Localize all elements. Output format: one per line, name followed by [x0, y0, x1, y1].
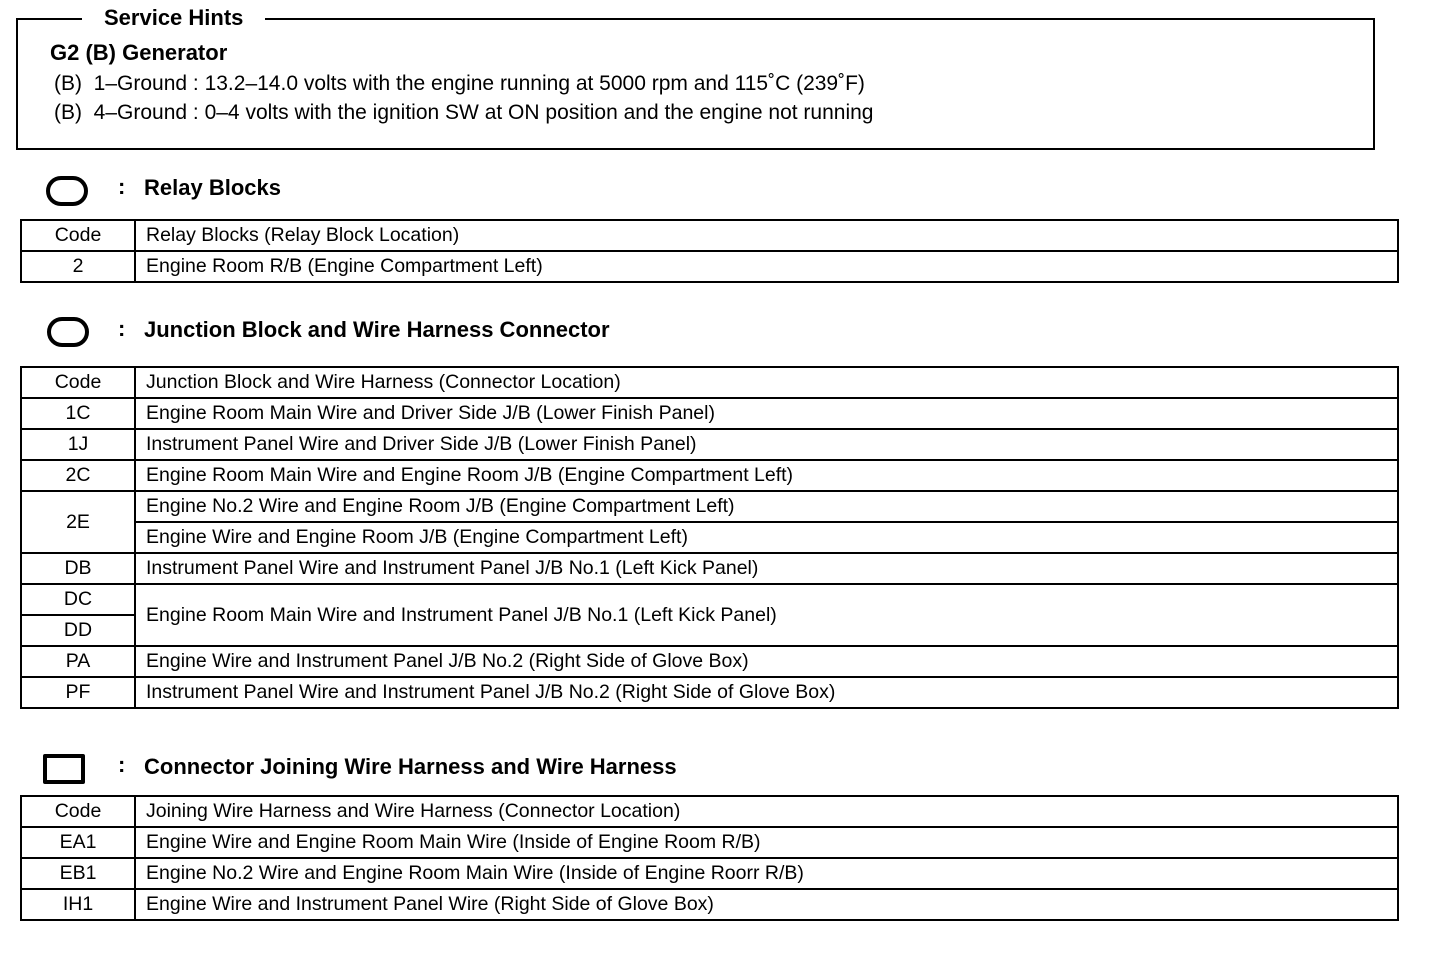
connector-colon: : [118, 752, 126, 777]
table-row [21, 553, 1398, 584]
code-cell: 1C [21, 398, 135, 429]
location-cell: Instrument Panel Wire and Instrument Panel J/B No.2 (Right Side of Glove Box) [135, 677, 1398, 708]
code-cell: EB1 [21, 858, 135, 889]
code-cell: 2 [21, 251, 135, 282]
code-cell: EA1 [21, 827, 135, 858]
table-row [21, 522, 1398, 553]
location-cell: Engine Wire and Instrument Panel Wire (Right Side of Glove Box) [135, 889, 1398, 920]
service-hint-line-1: (B) 1–Ground : 13.2–14.0 volts with the engine running at 5000 rpm and 115˚C (239˚F) [54, 72, 865, 95]
location-cell: Instrument Panel Wire and Driver Side J/B (Lower Finish Panel) [135, 429, 1398, 460]
code-cell: 1J [21, 429, 135, 460]
location-cell: Engine Wire and Engine Room J/B (Engine Compartment Left) [135, 522, 1398, 553]
connector-symbol-icon [43, 754, 85, 784]
location-cell: Engine Room Main Wire and Driver Side J/B (Lower Finish Panel) [135, 398, 1398, 429]
table-row [21, 491, 1398, 522]
location-cell: Engine Wire and Instrument Panel J/B No.2 (Right Side of Glove Box) [135, 646, 1398, 677]
connector-title: Connector Joining Wire Harness and Wire Harness [144, 754, 677, 779]
junction-table [20, 366, 1399, 709]
code-cell: 2E [21, 491, 135, 553]
location-header: Joining Wire Harness and Wire Harness (Connector Location) [135, 796, 1398, 827]
code-cell: IH1 [21, 889, 135, 920]
code-cell: DD [21, 615, 135, 646]
location-cell: Engine Room Main Wire and Instrument Panel J/B No.1 (Left Kick Panel) [135, 584, 1398, 646]
relay-block-symbol-icon [46, 176, 88, 206]
junction-colon: : [118, 316, 126, 341]
junction-title: Junction Block and Wire Harness Connector [144, 317, 610, 342]
location-cell: Engine Room R/B (Engine Compartment Left) [135, 251, 1398, 282]
location-cell: Engine Room Main Wire and Engine Room J/B (Engine Compartment Left) [135, 460, 1398, 491]
relay-blocks-colon: : [118, 174, 126, 199]
table-row [21, 858, 1398, 889]
code-header: Code [21, 367, 135, 398]
table-row [21, 889, 1398, 920]
table-row [21, 584, 1398, 615]
location-header: Relay Blocks (Relay Block Location) [135, 220, 1398, 251]
code-header: Code [21, 220, 135, 251]
table-header-row [21, 220, 1398, 251]
junction-block-symbol-icon [47, 317, 89, 347]
table-row [21, 460, 1398, 491]
table-row [21, 677, 1398, 708]
location-header: Junction Block and Wire Harness (Connector Location) [135, 367, 1398, 398]
service-hints-title: Service Hints [82, 5, 265, 31]
service-hints-subtitle: G2 (B) Generator [50, 40, 228, 65]
code-cell: DC [21, 584, 135, 615]
table-row [21, 251, 1398, 282]
location-cell: Instrument Panel Wire and Instrument Panel J/B No.1 (Left Kick Panel) [135, 553, 1398, 584]
code-header: Code [21, 796, 135, 827]
location-cell: Engine No.2 Wire and Engine Room J/B (Engine Compartment Left) [135, 491, 1398, 522]
code-cell: PF [21, 677, 135, 708]
code-cell: PA [21, 646, 135, 677]
table-header-row [21, 367, 1398, 398]
location-cell: Engine Wire and Engine Room Main Wire (Inside of Engine Room R/B) [135, 827, 1398, 858]
connector-table [20, 795, 1399, 921]
table-row [21, 429, 1398, 460]
relay-blocks-table [20, 219, 1399, 283]
service-hint-line-2: (B) 4–Ground : 0–4 volts with the ignition SW at ON position and the engine not running [54, 101, 874, 124]
relay-blocks-title: Relay Blocks [144, 175, 281, 200]
table-header-row [21, 796, 1398, 827]
location-cell: Engine No.2 Wire and Engine Room Main Wire (Inside of Engine Roorr R/B) [135, 858, 1398, 889]
table-row [21, 827, 1398, 858]
code-cell: 2C [21, 460, 135, 491]
table-row [21, 646, 1398, 677]
table-row [21, 398, 1398, 429]
code-cell: DB [21, 553, 135, 584]
